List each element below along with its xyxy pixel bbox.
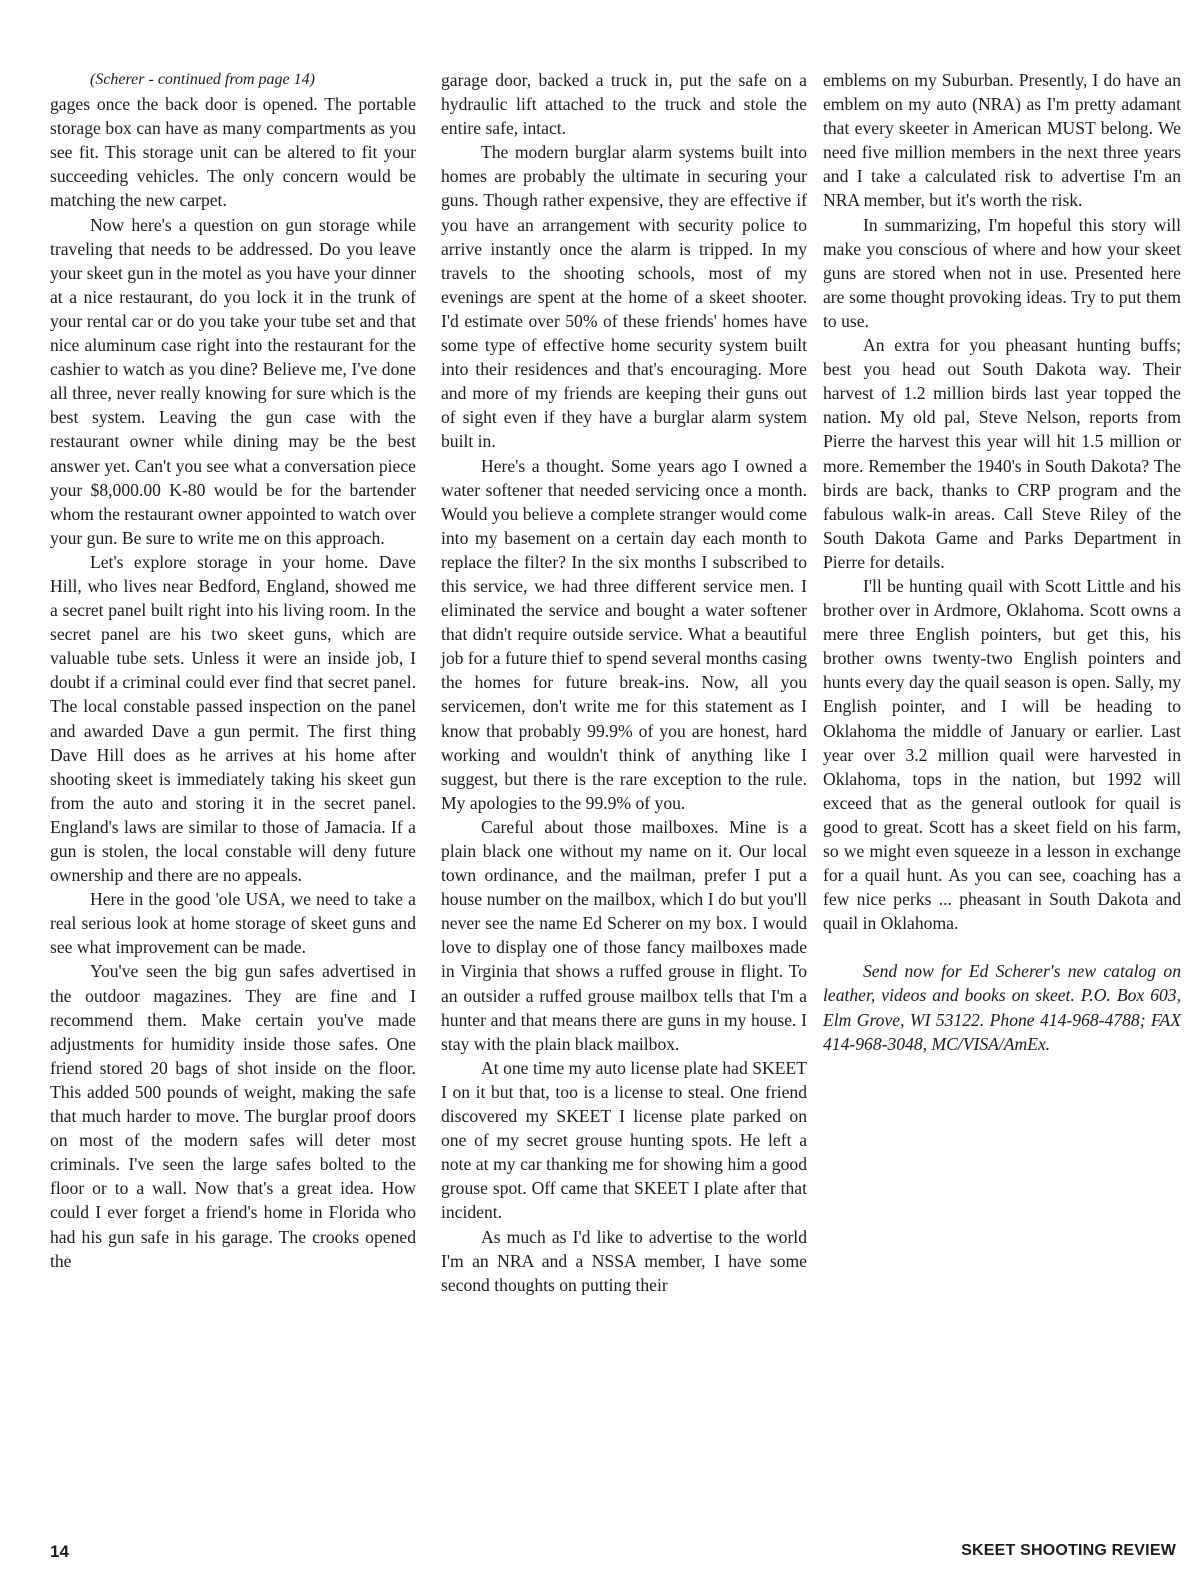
paragraph: Here's a thought. Some years ago I owned a water softener that needed servicing once a month. Would you believe a complete stranger would come into my basement on a certain day each month to replace the filter? In the six months I subscribed to this service, we had three different service men. I eliminated the service and bought a water softener that didn't require outside service. What a beautiful job for a future thief to spend several months casing the homes for future break-ins. Now, all you servicemen, don't write me for this statement as I know that probably 99.9% of you are honest, hard working and wouldn't think of anything like I suggest, but there is the rare exception to the rule. My apologies to the 99.9% of you.: [441, 455, 807, 813]
paragraph: Now here's a question on gun storage while traveling that needs to be addressed. Do you leave your skeet gun in the motel as you have your dinner at a nice restaurant, do you lock it in the trunk of your rental car or do you take your tube set and that nice aluminum case right into the restaurant for the cashier to watch as you dine? Believe me, I've done all three, never really knowing for sure which is the best system. Leaving the gun case with the restaurant owner while dining may be the best answer yet. Can't you see what a conversation piece your $8,000.00 K-80 would be for the bartender whom the restaurant owner appointed to watch over your gun. Be sure to write me on this approach.: [50, 214, 416, 548]
publication-name: SKEET SHOOTING REVIEW: [961, 1542, 1176, 1559]
paragraph: I'll be hunting quail with Scott Little and his brother over in Ardmore, Oklahoma. Scott owns a mere three English pointers, but get this, his brother owns twenty-two English pointers and hunts every day the quail season is open. Sally, my English pointer, and I will be heading to Oklahoma the middle of January or earlier. Last year over 3.2 million quail were harvested in Oklahoma, tops in the nation, but 1992 will exceed that as the general outlook for quail is good to great. Scott has a skeet field on his farm, so we might even squeeze in a lesson in exchange for a quail hunt. As you can see, coaching has a few nice perks ... pheasant in South Dakota and quail in Oklahoma.: [823, 575, 1181, 934]
paragraph: emblems on my Suburban. Presently, I do have an emblem on my auto (NRA) as I'm pretty adamant that every skeeter in American MUST belong. We need five million members in the next three years and I take a calculated risk to advertise I'm an NRA member, but it's worth the risk.: [823, 70, 1181, 211]
article-column-2: [441, 68, 807, 1297]
paragraph: The modern burglar alarm systems built into homes are probably the ultimate in securing your guns. Though rather expensive, they are effective if you have an arrangement with security police to arrive instantly once the alarm is tripped. In my travels to the shooting schools, most of my evenings are spent at the home of a skeet shooter. I'd estimate over 50% of these friends' homes have some type of effective home security system built into their residences and that's encouraging. More and more of my friends are keeping their guns out of sight even if they have a burglar alarm system built in.: [441, 142, 807, 452]
page-number: 14: [50, 1542, 69, 1561]
paragraph: Let's explore storage in your home. Dave Hill, who lives near Bedford, England, showed me a secret panel built right into his living room. In the secret panel are his two skeet guns, which are valuable tube sets. Unless it were an inside job, I doubt if a criminal could ever find that secret panel. The local constable passed inspection on the panel and awarded Dave a gun permit. The first thing Dave Hill does as he arrives at his home after shooting skeet is immediately taking his skeet gun from the auto and storing it in the secret panel. England's laws are similar to those of Jamacia. If a gun is stolen, the local constable will deny future ownership and there are no appeals.: [50, 551, 416, 886]
paragraph: At one time my auto license plate had SKEET I on it but that, too is a license to steal. One friend discovered my SKEET I license plate parked on one of my secret grouse hunting spots. He left a note at my car thanking me for showing him a good grouse spot. Off came that SKEET I plate after that incident.: [441, 1057, 807, 1223]
paragraph: gages once the back door is opened. The portable storage box can have as many compartments as you see fit. This storage unit can be altered to fit your succeeding vehicles. The only concern would be matching the new carpet.: [50, 94, 416, 211]
continued-note: (Scherer - continued from page 14): [90, 71, 315, 88]
paragraph: garage door, backed a truck in, put the safe on a hydraulic lift attached to the truck and stole the entire safe, intact.: [441, 70, 807, 139]
paragraph: As much as I'd like to advertise to the world I'm an NRA and a NSSA member, I have some second thoughts on putting their: [441, 1226, 807, 1295]
article-column-3: [823, 68, 1181, 1056]
paragraph: In summarizing, I'm hopeful this story will make you conscious of where and how your skeet guns are stored when not in use. Presented here are some thought provoking ideas. Try to put them to use.: [823, 214, 1181, 331]
paragraph: An extra for you pheasant hunting buffs; best you head out South Dakota way. Their harvest of 1.2 million birds last year topped the nation. My old pal, Steve Nelson, reports from Pierre the harvest this year will hit 1.5 million or more. Remember the 1940's in South Dakota? The birds are back, thanks to CRP program and the fabulous walk-in areas. Call Steve Riley of the South Dakota Game and Parks Department in Pierre for details.: [823, 335, 1181, 572]
paragraph: You've seen the big gun safes advertised in the outdoor magazines. They are fine and I recommend them. Make certain you've made adjustments for humidity inside those safes. One friend stored 20 bags of shot inside on the floor. This added 500 pounds of weight, making the safe that much harder to move. The burglar proof doors on most of the modern safes will deter most criminals. I've seen the large safes bolted to the floor or to a wall. Now that's a great idea. How could I ever forget a friend's home in Florida who had his gun safe in his garage. The crooks opened the: [50, 961, 416, 1271]
paragraph: Here in the good 'ole USA, we need to take a real serious look at home storage of skeet guns and see what improvement can be made.: [50, 889, 416, 958]
article-column-1: [50, 68, 416, 1273]
catalog-promo: Send now for Ed Scherer's new catalog on leather, videos and books on skeet. P.O. Box 603, Elm Grove, WI 53122. Phone 414-968-4788; FAX 414-968-3048, MC/VISA/AmEx.: [823, 961, 1181, 1054]
paragraph: Careful about those mailboxes. Mine is a plain black one without my name on it. Our local town ordinance, and the mailman, prefer I put a house number on the mailbox, which I do but you'll never see the name Ed Scherer on my box. I would love to display one of those fancy mailboxes made in Virginia that shows a ruffed grouse in flight. To an outsider a ruffed grouse mailbox tells that I'm a hunter and that means there are guns in my house. I stay with the plain black mailbox.: [441, 816, 807, 1054]
